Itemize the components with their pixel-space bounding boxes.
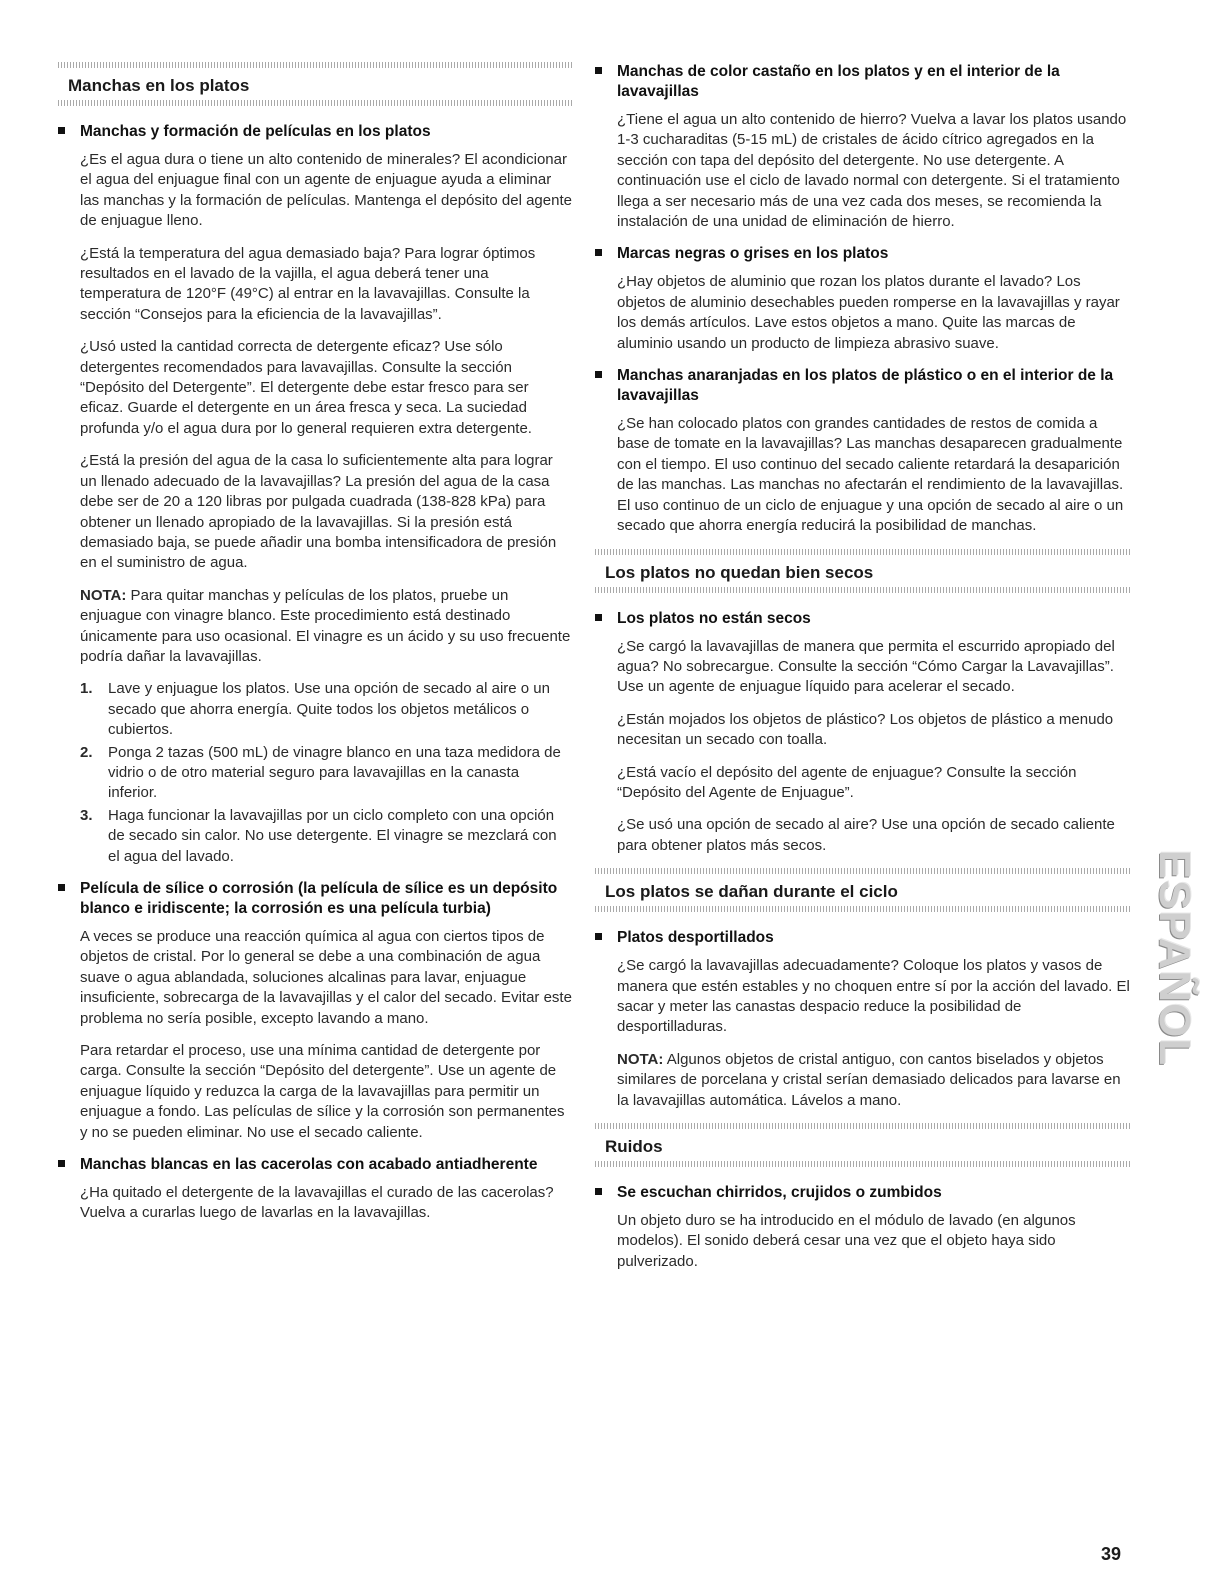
square-bullet-icon	[595, 67, 602, 74]
item-body	[595, 637, 1130, 857]
paragraph: ¿Ha quitado el detergente de la lavavajillas el curado de las cacerolas? Vuelva a curarlas luego de lavarlas en la lavavajillas.	[80, 1184, 554, 1222]
dotted-rule-bottom	[595, 906, 1130, 912]
troubleshoot-item	[595, 609, 1130, 857]
section-header	[58, 62, 572, 106]
section-title: Ruidos	[605, 1137, 663, 1156]
dotted-rule-bottom	[595, 587, 1130, 593]
step-item	[80, 743, 572, 804]
paragraph: ¿Se cargó la lavavajillas adecuadamente? Coloque los platos y vasos de manera que estén estables y no choquen entre sí por la acción del lavado. El sacar y meter las canastas despacio reduce la posibilidad de desportilladuras.	[617, 957, 1130, 1036]
section-title: Manchas en los platos	[68, 76, 250, 95]
paragraph: Para retardar el proceso, use una mínima cantidad de detergente por carga. Consulte la sección “Depósito del detergente”. Use un agente de enjuague líquido y reduzca la carga de la lavavajillas para permitir un enjuague a fondo. Las películas de sílice y la corrosión son permanentes y no se pueden eliminar. No use el secado caliente.	[80, 1042, 565, 1141]
item-body	[58, 927, 572, 1143]
section-title: Los platos se dañan durante el ciclo	[605, 882, 898, 902]
item-title: Manchas y formación de películas en los platos	[80, 123, 431, 140]
note-label: NOTA:	[80, 586, 127, 604]
step-item	[80, 679, 572, 740]
square-bullet-icon	[595, 1188, 602, 1195]
section-title: Los platos no quedan bien secos	[605, 562, 874, 582]
page-number: 39	[1101, 1544, 1122, 1564]
paragraph: ¿Están mojados los objetos de plástico? Los objetos de plástico a menudo necesitan un secado con toalla.	[617, 710, 1114, 749]
note-text: Para quitar manchas y películas de los platos, pruebe un enjuague con vinagre blanco. Este procedimiento está destinado únicamente para uso ocasional. El vinagre es un ácido y su uso frecuente podría dañar la lavavajillas.	[80, 586, 571, 665]
note-text: Algunos objetos de cristal antiguo, con cantos biselados y objetos similares de porcelana y cristal serían demasiado delicados para lavarse en la lavavajillas automática. Lávelos a mano.	[617, 1050, 1121, 1109]
item-body	[595, 110, 1130, 232]
troubleshoot-item	[595, 62, 1130, 232]
steps-list	[80, 679, 572, 867]
language-side-tab	[1148, 842, 1200, 1074]
left-column	[58, 62, 572, 1236]
item-heading	[58, 879, 572, 919]
square-bullet-icon	[595, 933, 602, 940]
item-body	[595, 1211, 1130, 1272]
item-title: Película de sílice o corrosión (la película de sílice es un depósito blanco e iridiscente; la corrosión es una película turbia)	[80, 880, 558, 917]
paragraph: ¿Usó usted la cantidad correcta de detergente eficaz? Use sólo detergentes recomendados para lavavajillas. Consulte la sección “Depósito del Detergente”. El detergente debe estar fresco para ser eficaz. Guarde el detergente en un área fresca y seca. La suciedad profunda y/o el agua dura por lo general requieren extra detergente.	[80, 338, 532, 437]
item-title: Manchas de color castaño en los platos y en el interior de la lavavajillas	[617, 63, 1060, 100]
note-label: NOTA:	[617, 1050, 664, 1068]
troubleshoot-item	[595, 366, 1130, 536]
square-bullet-icon	[595, 614, 602, 621]
item-heading	[58, 122, 572, 142]
square-bullet-icon	[595, 371, 602, 378]
step-number: 1.	[80, 680, 93, 698]
dotted-rule-bottom	[58, 100, 572, 106]
paragraph: ¿Está la temperatura del agua demasiado baja? Para lograr óptimos resultados en el lavado de la vajilla, el agua deberá tener una temperatura de 120°F (49°C) al entrar en la lavavajillas. Consulte la sección “Consejos para la eficiencia de la lavavajillas”.	[80, 244, 536, 323]
item-heading	[595, 609, 1130, 629]
item-body	[58, 150, 572, 867]
dotted-rule-bottom	[595, 1161, 1130, 1167]
dotted-rule-top	[595, 549, 1130, 555]
square-bullet-icon	[58, 1160, 65, 1167]
paragraph: ¿Se han colocado platos con grandes cantidades de restos de comida a base de tomate en la lavavajillas? Las manchas desaparecen gradualmente con el tiempo. El uso continuo del secado caliente retardará la desaparición de las manchas. Las manchas no afectarán el rendimiento de la lavavajillas. El uso continuo de un ciclo de enjuague y una opción de secado al aire o un secado que ahorra energía reducirá la posibilidad de manchas.	[617, 415, 1124, 535]
dotted-rule-top	[595, 1123, 1130, 1129]
dotted-rule-top	[595, 868, 1130, 874]
item-heading	[595, 366, 1130, 406]
item-title: Manchas blancas en las cacerolas con acabado antiadherente	[80, 1156, 538, 1174]
item-body	[58, 1183, 572, 1224]
section-header	[595, 868, 1130, 912]
paragraph: ¿Se usó una opción de secado al aire? Use una opción de secado caliente para obtener platos más secos.	[617, 816, 1115, 854]
square-bullet-icon	[58, 127, 65, 134]
item-body	[595, 956, 1130, 1111]
right-column	[595, 62, 1130, 1284]
note-paragraph	[80, 586, 572, 668]
language-tab-label: ESPAÑOL	[1150, 849, 1199, 1067]
step-number: 3.	[80, 806, 93, 824]
item-body	[595, 272, 1130, 354]
item-heading	[595, 1183, 1130, 1203]
square-bullet-icon	[595, 249, 602, 256]
item-title: Platos desportillados	[617, 929, 774, 947]
item-title: Marcas negras o grises en los platos	[617, 245, 889, 263]
step-number: 2.	[80, 743, 93, 761]
step-text: Haga funcionar la lavavajillas por un ciclo completo con una opción de secado sin calor. No use detergente. El vinagre se mezclará con el agua del lavado.	[108, 806, 557, 865]
item-body	[595, 414, 1130, 536]
step-text: Ponga 2 tazas (500 mL) de vinagre blanco en una taza medidora de vidrio o de otro material seguro para lavavajillas en la canasta inferior.	[108, 743, 561, 802]
troubleshoot-item	[595, 244, 1130, 354]
step-item	[80, 806, 572, 867]
paragraph: ¿Es el agua dura o tiene un alto contenido de minerales? El acondicionar el agua del enjuague final con un agente de enjuague ayuda a eliminar las manchas y la formación de películas. Mantenga el depósito del agente de enjuague lleno.	[80, 151, 572, 230]
section-header	[595, 1123, 1130, 1167]
item-title: Los platos no están secos	[617, 609, 811, 627]
troubleshoot-item	[58, 122, 572, 867]
paragraph: Un objeto duro se ha introducido en el módulo de lavado (en algunos modelos). El sonido deberá cesar una vez que el objeto haya sido pulverizado.	[617, 1212, 1076, 1270]
troubleshoot-item	[58, 1155, 572, 1224]
item-heading	[595, 62, 1130, 102]
troubleshoot-item	[595, 928, 1130, 1111]
paragraph: ¿Está la presión del agua de la casa lo suficientemente alta para lograr un llenado adecuado de la lavavajillas? La presión del agua de la casa debe ser de 20 a 120 libras por pulgada cuadrada (138-828 kPa) para obtener un llenado apropiado de la lavavajillas. Si la presión está demasiado baja, se puede añadir una bomba intensificadora de presión en el suministro de agua.	[80, 452, 557, 572]
section-header	[595, 549, 1130, 593]
dotted-rule-top	[58, 62, 572, 68]
paragraph: ¿Hay objetos de aluminio que rozan los platos durante el lavado? Los objetos de aluminio desechables pueden romperse en la lavavajillas y rayar los demás artículos. Lave estos objetos a mano. Quite las marcas de aluminio usando un producto de limpieza abrasivo suave.	[617, 273, 1120, 352]
item-heading	[595, 244, 1130, 264]
item-title: Manchas anaranjadas en los platos de plástico o en el interior de la lavavajillas	[617, 367, 1114, 405]
item-title: Se escuchan chirridos, crujidos o zumbidos	[617, 1184, 942, 1201]
troubleshoot-item	[58, 879, 572, 1143]
item-heading	[58, 1155, 572, 1175]
step-text: Lave y enjuague los platos. Use una opción de secado al aire o un secado que ahorra energía. Quite todos los objetos metálicos o cubiertos.	[108, 680, 550, 739]
square-bullet-icon	[58, 884, 65, 891]
paragraph: ¿Está vacío el depósito del agente de enjuague? Consulte la sección “Depósito del Agente de Enjuague”.	[617, 763, 1077, 801]
troubleshoot-item	[595, 1183, 1130, 1272]
paragraph: A veces se produce una reacción química al agua con ciertos tipos de objetos de cristal. Por lo general se debe a una combinación de agua suave o agua ablandada, soluciones alcalinas para lavar, enjuague insuficiente, sobrecarga de la lavavajillas y el calor del secado. Evitar este problema no sería posible, excepto lavando a mano.	[80, 928, 572, 1027]
note-paragraph	[617, 1050, 1130, 1111]
paragraph: ¿Tiene el agua un alto contenido de hierro? Vuelva a lavar los platos usando 1-3 cucharaditas (5-15 mL) de cristales de ácido cítrico agregados en la sección con tapa del depósito del detergente. No use detergente. A continuación use el ciclo de lavado normal con detergente. Si el tratamiento llega a ser necesario más de una vez cada dos meses, se recomienda la instalación de una unidad de eliminación de hierro.	[617, 111, 1127, 231]
item-heading	[595, 928, 1130, 948]
paragraph: ¿Se cargó la lavavajillas de manera que permita el escurrido apropiado del agua? No sobrecargue. Consulte la sección “Cómo Cargar la Lavavajillas”. Use un agente de enjuague líquido para acelerar el secado.	[617, 637, 1115, 696]
